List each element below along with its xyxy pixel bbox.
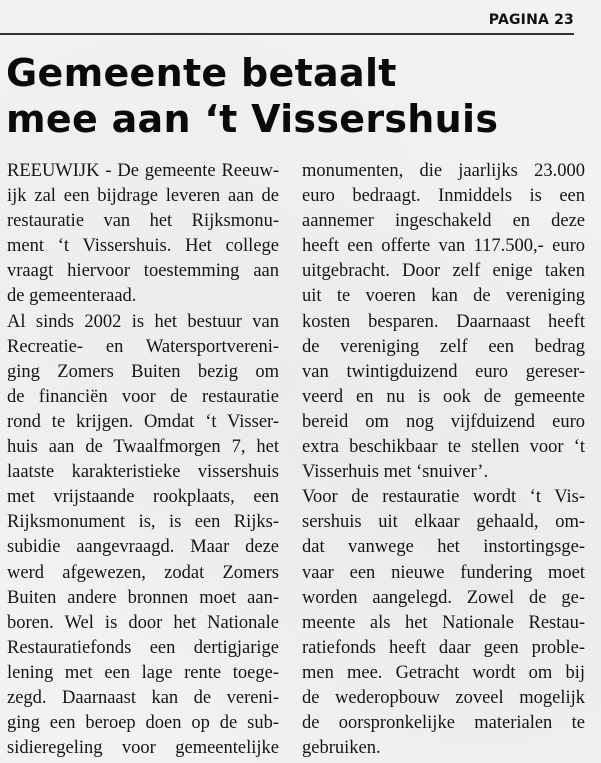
article-headline: [6, 50, 498, 142]
body-line: subidie aangevraagd. Maar deze: [7, 537, 279, 558]
body-line: men mee. Getracht wordt om bij: [302, 662, 585, 683]
body-line: huis aan de Twaalfmorgen 7, het: [7, 437, 279, 458]
body-line: sidieregeling voor gemeentelijke: [7, 738, 279, 759]
body-line: de financiën voor de restauratie: [7, 386, 279, 407]
body-line: meente als het Nationale Restau-: [302, 612, 585, 633]
header-divider: [0, 33, 574, 35]
body-line: werd afgewezen, zodat Zomers: [7, 562, 279, 583]
body-line: ging een beroep doen op de sub-: [7, 713, 279, 734]
body-line: sershuis uit elkaar gehaald, om-: [302, 512, 585, 533]
body-line: Recreatie- en Watersportvereni-: [7, 336, 279, 357]
body-line: Visserhuis met ‘snuiver’.: [302, 462, 489, 483]
body-line: laatste karakteristieke vissershuis: [7, 462, 279, 483]
body-line: de gemeenteraad.: [7, 286, 137, 307]
body-line: ging Zomers Buiten bezig om: [7, 361, 279, 382]
body-line: met vrijstaande rookplaats, een: [7, 487, 279, 508]
body-line: heeft een offerte van 117.500,- euro: [302, 236, 585, 257]
body-line: gebruiken.: [302, 738, 381, 759]
body-line: bereid om nog vijfduizend euro: [302, 411, 585, 432]
body-line: REEUWIJK - De gemeente Reeuw-: [7, 161, 279, 181]
body-line: Buiten andere bronnen moet aan-: [7, 587, 279, 608]
page-number: PAGINA 23: [488, 12, 574, 28]
body-line: Al sinds 2002 is het bestuur van: [7, 311, 279, 332]
body-line: lening met een lage rente toege-: [7, 662, 279, 683]
body-line: de vereniging zelf een bedrag: [302, 336, 585, 357]
body-line: Rijksmonument is, is een Rijks-: [7, 512, 279, 533]
body-line: ratiefonds heeft daar geen proble-: [302, 637, 585, 658]
body-line: dat vanwege het instortingsge-: [302, 537, 585, 558]
body-line: restauratie van het Rijksmonu-: [7, 211, 279, 232]
body-line: ment ‘t Vissershuis. Het college: [7, 236, 279, 257]
body-line: van twintigduizend euro gereser-: [302, 361, 585, 382]
body-line: monumenten, die jaarlijks 23.000: [302, 161, 585, 181]
body-line: euro bedraagt. Inmiddels is een: [302, 186, 585, 207]
body-line: ijk zal een bijdrage leveren aan de: [7, 186, 279, 207]
body-line: de wederopbouw zoveel mogelijk: [302, 687, 585, 708]
body-line: zegd. Daarnaast kan de vereni-: [7, 687, 279, 708]
body-line: extra beschikbaar te stellen voor ‘t: [302, 437, 585, 458]
body-line: uitgebracht. Door zelf enige taken: [302, 261, 585, 282]
body-line: vaar een nieuwe fundering moet: [302, 562, 585, 583]
body-line: worden aangelegd. Zowel de ge-: [302, 587, 585, 608]
article-column-right: [302, 159, 585, 761]
headline-line-1: Gemeente betaalt: [6, 51, 397, 95]
body-line: Voor de restauratie wordt ‘t Vis-: [302, 487, 585, 508]
headline-line-2: mee aan ‘t Vissershuis: [6, 97, 499, 141]
body-line: Restauratiefonds een dertigjarige: [7, 637, 279, 658]
body-line: boren. Wel is door het Nationale: [7, 612, 279, 633]
body-line: aannemer ingeschakeld en deze: [302, 211, 585, 232]
article-column-left: [7, 159, 279, 761]
body-line: veerd en nu is ook de gemeente: [302, 386, 585, 407]
body-line: vraagt hiervoor toestemming aan: [7, 261, 279, 282]
body-line: de oorspronkelijke materialen te: [302, 713, 585, 734]
body-line: rond te krijgen. Omdat ‘t Visser-: [7, 411, 279, 432]
body-line: uit te voeren kan de vereniging: [302, 286, 585, 307]
body-line: kosten besparen. Daarnaast heeft: [302, 311, 585, 332]
